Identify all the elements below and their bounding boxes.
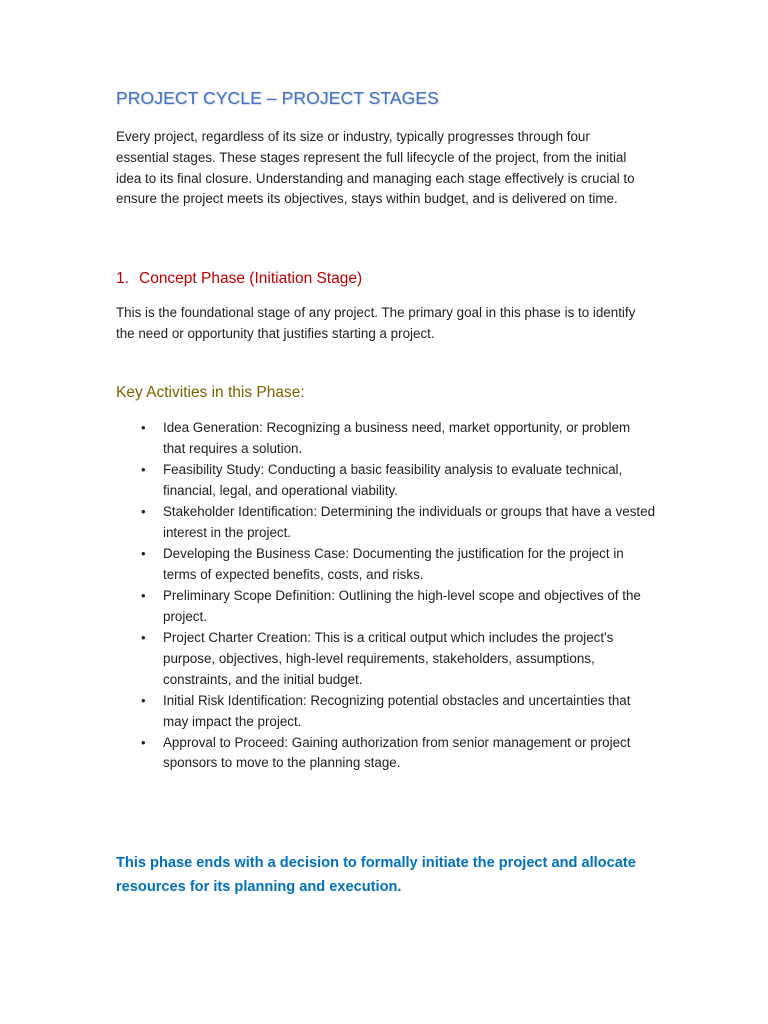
list-item-text: Developing the Business Case: Documenting the justification for the project in terms of expected benefits, costs, and risks. xyxy=(163,545,624,582)
closing-statement: This phase ends with a decision to formally initiate the project and allocate resources for its planning and execution. xyxy=(116,855,636,895)
section-paragraph: This is the foundational stage of any project. The primary goal in this phase is to identify the need or opportunity that justifies starting a project. xyxy=(116,305,636,341)
bullet-icon: • xyxy=(141,461,146,477)
list-item-text: Stakeholder Identification: Determining the individuals or groups that have a vested interest in the project. xyxy=(163,503,656,540)
bullet-icon: • xyxy=(141,734,146,750)
bullet-icon: • xyxy=(141,545,146,561)
list-item xyxy=(116,691,656,733)
bullet-icon: • xyxy=(141,692,146,708)
section-number: 1. xyxy=(116,270,129,287)
intro-paragraph: Every project, regardless of its size or industry, typically progresses through four essential stages. These stages represent the full lifecycle of the project, from the initial idea to its final closure. Understanding and managing each stage effectively is crucial to ensure the project meets its objectives, stays within budget, and is delivered on time. xyxy=(116,129,635,207)
list-item-text: Approval to Proceed: Gaining authorization from senior management or project sponsors to move to the planning stage. xyxy=(163,734,631,771)
list-item xyxy=(116,733,656,775)
list-item xyxy=(116,586,656,628)
list-item-text: Idea Generation: Recognizing a business need, market opportunity, or problem that requires a solution. xyxy=(163,420,631,456)
list-item-text: Project Charter Creation: This is a critical output which includes the project's purpose, objectives, high-level requirements, stakeholders, assumptions, constraints, and the initial budget. xyxy=(163,629,614,687)
bullet-icon: • xyxy=(141,503,146,519)
section-heading xyxy=(116,270,362,288)
document-title: PROJECT CYCLE – PROJECT STAGES xyxy=(116,88,439,108)
list-item xyxy=(116,502,656,544)
section-heading-text: Concept Phase (Initiation Stage) xyxy=(139,270,363,287)
list-item-text: Preliminary Scope Definition: Outlining the high-level scope and objectives of the project. xyxy=(163,587,641,624)
list-item xyxy=(116,418,656,460)
activities-heading: Key Activities in this Phase: xyxy=(116,384,305,401)
list-item xyxy=(116,544,656,586)
list-item-text: Feasibility Study: Conducting a basic feasibility analysis to evaluate technical, financial, legal, and operational viability. xyxy=(163,461,623,498)
list-item xyxy=(116,460,656,502)
bullet-icon: • xyxy=(141,420,146,435)
activities-list xyxy=(116,418,656,775)
bullet-icon: • xyxy=(141,587,146,603)
bullet-icon: • xyxy=(141,629,146,645)
list-item-text: Initial Risk Identification: Recognizing potential obstacles and uncertainties that may impact the project. xyxy=(163,692,631,729)
list-item xyxy=(116,628,656,690)
